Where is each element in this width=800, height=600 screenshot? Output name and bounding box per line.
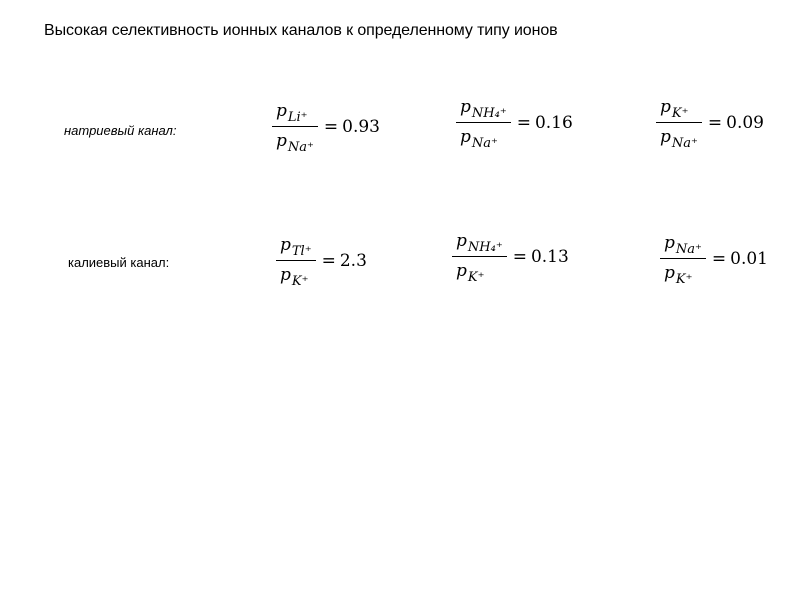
numerator — [276, 234, 316, 260]
denominator — [456, 123, 502, 150]
equals-sign: = — [516, 113, 531, 133]
denominator — [660, 259, 696, 286]
fraction — [276, 234, 316, 288]
ratio-value: 0.01 — [730, 249, 768, 269]
formula-li-na — [272, 100, 380, 154]
equals-sign: = — [707, 113, 723, 133]
formula-nh4-k — [452, 230, 569, 284]
numerator-ion: NH₄⁺ — [471, 106, 507, 121]
p-symbol: p — [460, 127, 471, 147]
numerator-ion: Na⁺ — [675, 242, 702, 257]
denominator-ion: K⁺ — [291, 274, 309, 289]
formula-tl-k — [276, 234, 367, 288]
fraction — [272, 100, 318, 154]
numerator-ion: K⁺ — [671, 106, 689, 121]
numerator-ion: Tl⁺ — [291, 244, 312, 259]
denominator-ion: Na⁺ — [471, 136, 498, 151]
numerator — [660, 232, 706, 258]
equals-sign: = — [711, 249, 727, 269]
denominator-ion: K⁺ — [467, 270, 485, 285]
fraction — [660, 232, 706, 286]
p-symbol: p — [664, 263, 675, 283]
p-symbol: p — [660, 97, 671, 117]
p-symbol: p — [280, 235, 291, 255]
denominator-ion: Na⁺ — [671, 136, 698, 151]
numerator — [456, 96, 511, 122]
ratio-value: 0.16 — [534, 113, 573, 133]
denominator — [272, 127, 318, 154]
p-symbol: p — [664, 233, 675, 253]
ratio-value: 0.13 — [530, 247, 569, 267]
p-symbol: p — [456, 261, 467, 281]
denominator — [452, 257, 488, 284]
denominator — [276, 261, 312, 288]
sodium-channel-label: натриевый канал: — [64, 123, 177, 138]
p-symbol: p — [660, 127, 671, 147]
ratio-value: 0.93 — [342, 117, 380, 137]
equals-sign: = — [321, 251, 336, 271]
numerator-ion: Li⁺ — [287, 110, 308, 125]
p-symbol: p — [276, 101, 287, 121]
denominator-ion: K⁺ — [675, 272, 693, 287]
p-symbol: p — [456, 231, 467, 251]
p-symbol: p — [280, 265, 291, 285]
fraction — [456, 96, 511, 150]
numerator — [272, 100, 312, 126]
equals-sign: = — [323, 117, 339, 137]
numerator — [656, 96, 692, 122]
ratio-value: 0.09 — [726, 113, 764, 133]
formula-k-na — [656, 96, 764, 150]
p-symbol: p — [460, 97, 471, 117]
fraction — [656, 96, 702, 150]
numerator — [452, 230, 507, 256]
fraction — [452, 230, 507, 284]
equals-sign: = — [512, 247, 527, 267]
potassium-channel-label: калиевый канал: — [68, 255, 170, 270]
ratio-value: 2.3 — [339, 251, 367, 271]
numerator-ion: NH₄⁺ — [467, 240, 503, 255]
formula-nh4-na — [456, 96, 573, 150]
denominator — [656, 123, 702, 150]
formula-na-k — [660, 232, 768, 286]
p-symbol: p — [276, 131, 287, 151]
denominator-ion: Na⁺ — [287, 140, 314, 155]
slide-title: Высокая селективность ионных каналов к определенному типу ионов — [44, 22, 558, 39]
